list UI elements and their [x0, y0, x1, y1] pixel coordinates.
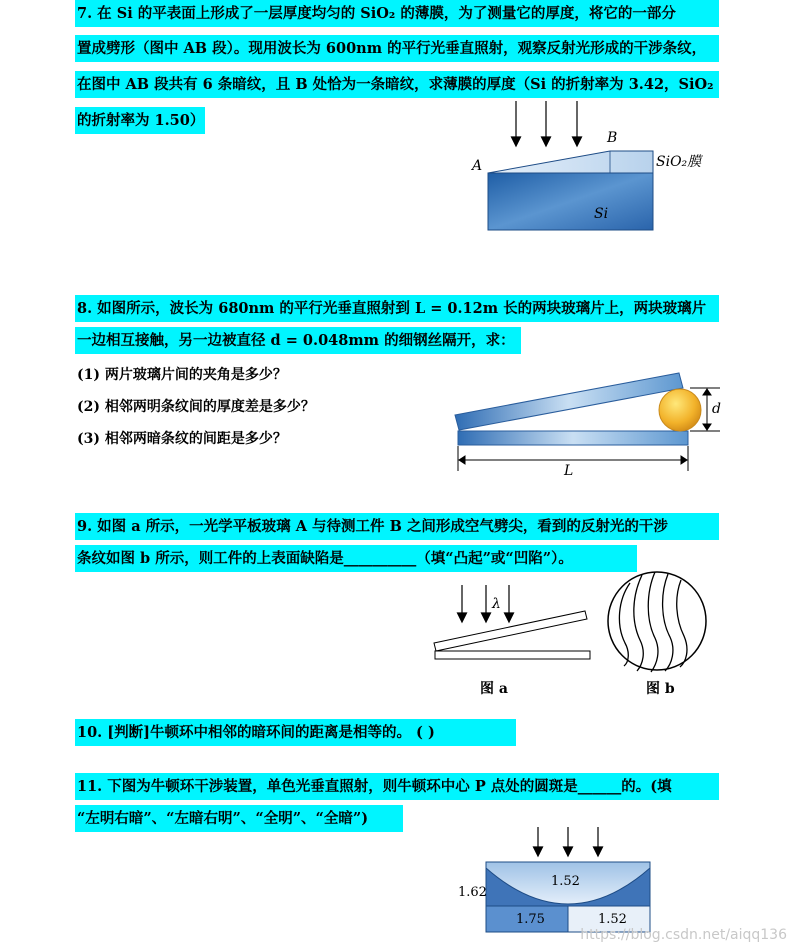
q8-figure [455, 373, 721, 479]
q9-fringe-circle [608, 572, 706, 670]
q8-bottom-glass-plate [458, 431, 688, 445]
q11-line-1: 11. 下图为牛顿环干涉装置，单色光垂直照射，则牛顿环中心 P 点处的圆斑是______的。(填 [77, 778, 672, 795]
q7-label-a: A [472, 158, 483, 174]
q11-line-2: “左明右暗”、“左暗右明”、“全明”、“全暗”) [77, 810, 369, 827]
q8-sub-question-3: (3) 相邻两暗条纹的间距是多少？ [77, 431, 287, 447]
q8-line-1: 8. 如图所示，波长为 680nm 的平行光垂直照射到 L = 0.12m 长的两块玻璃片上，两块玻璃片 [77, 300, 707, 317]
q10-line-1: 10. [判断]牛顿环中相邻的暗环间的距离是相等的。 ( ) [77, 724, 435, 741]
q9-label-lambda: λ [492, 596, 501, 612]
q9-caption-a: 图 a [480, 681, 508, 697]
q8-label-l: L [564, 463, 574, 479]
q9-workpiece-b [435, 651, 590, 659]
q9-figure-a [434, 585, 590, 697]
q7-si-substrate [488, 173, 653, 230]
q7-line-4: 的折射率为 1.50） [77, 112, 205, 129]
q8-sub-question-1: (1) 两片玻璃片间的夹角是多少？ [77, 367, 287, 383]
q8-label-d: d [712, 401, 721, 417]
q11-figure [458, 827, 650, 932]
q9-figure-b [608, 572, 706, 697]
watermark: https://blog.csdn.net/aiqq136 [580, 927, 787, 943]
q7-line-3: 在图中 AB 段共有 6 条暗纹，且 B 处恰为一条暗纹，求薄膜的厚度（Si 的折射率为 3.42，SiO₂ [77, 76, 714, 93]
q9-caption-b: 图 b [646, 681, 675, 697]
q7-sio2-wedge [488, 151, 653, 173]
q7-label-si: Si [594, 206, 609, 222]
q11-label-lens: 1.52 [551, 874, 580, 889]
q8-sub-question-2: (2) 相邻两明条纹间的厚度差是多少？ [77, 399, 315, 415]
q7-figure [470, 101, 703, 230]
q11-label-bottom-left: 1.75 [516, 912, 545, 927]
q7-label-film: SiO₂膜 [656, 154, 702, 170]
q11-label-bottom-right: 1.52 [598, 912, 627, 927]
q9-line-2: 条纹如图 b 所示，则工件的上表面缺陷是__________（填“凸起”或“凹陷”）。 [77, 550, 573, 567]
q7-line-2: 置成劈形（图中 AB 段）。现用波长为 600nm 的平行光垂直照射，观察反射光形成的干涉条纹， [77, 40, 707, 57]
q11-label-left-outer: 1.62 [458, 885, 487, 900]
q11-light-arrows [534, 827, 603, 856]
q9-light-arrows [458, 585, 514, 622]
q8-steel-wire [659, 389, 701, 431]
q8-top-glass-plate [455, 373, 683, 430]
q7-light-arrows [512, 101, 582, 146]
q7-line-1: 7. 在 Si 的平表面上形成了一层厚度均匀的 SiO₂ 的薄膜，为了测量它的厚度，将它的一部分 [77, 5, 676, 22]
q8-line-2: 一边相互接触，另一边被直径 d = 0.048mm 的细钢丝隔开，求： [77, 332, 515, 349]
q9-line-1: 9. 如图 a 所示，一光学平板玻璃 A 与待测工件 B 之间形成空气劈尖，看到的反射光的干涉 [77, 518, 668, 535]
q7-label-b: B [607, 130, 618, 146]
